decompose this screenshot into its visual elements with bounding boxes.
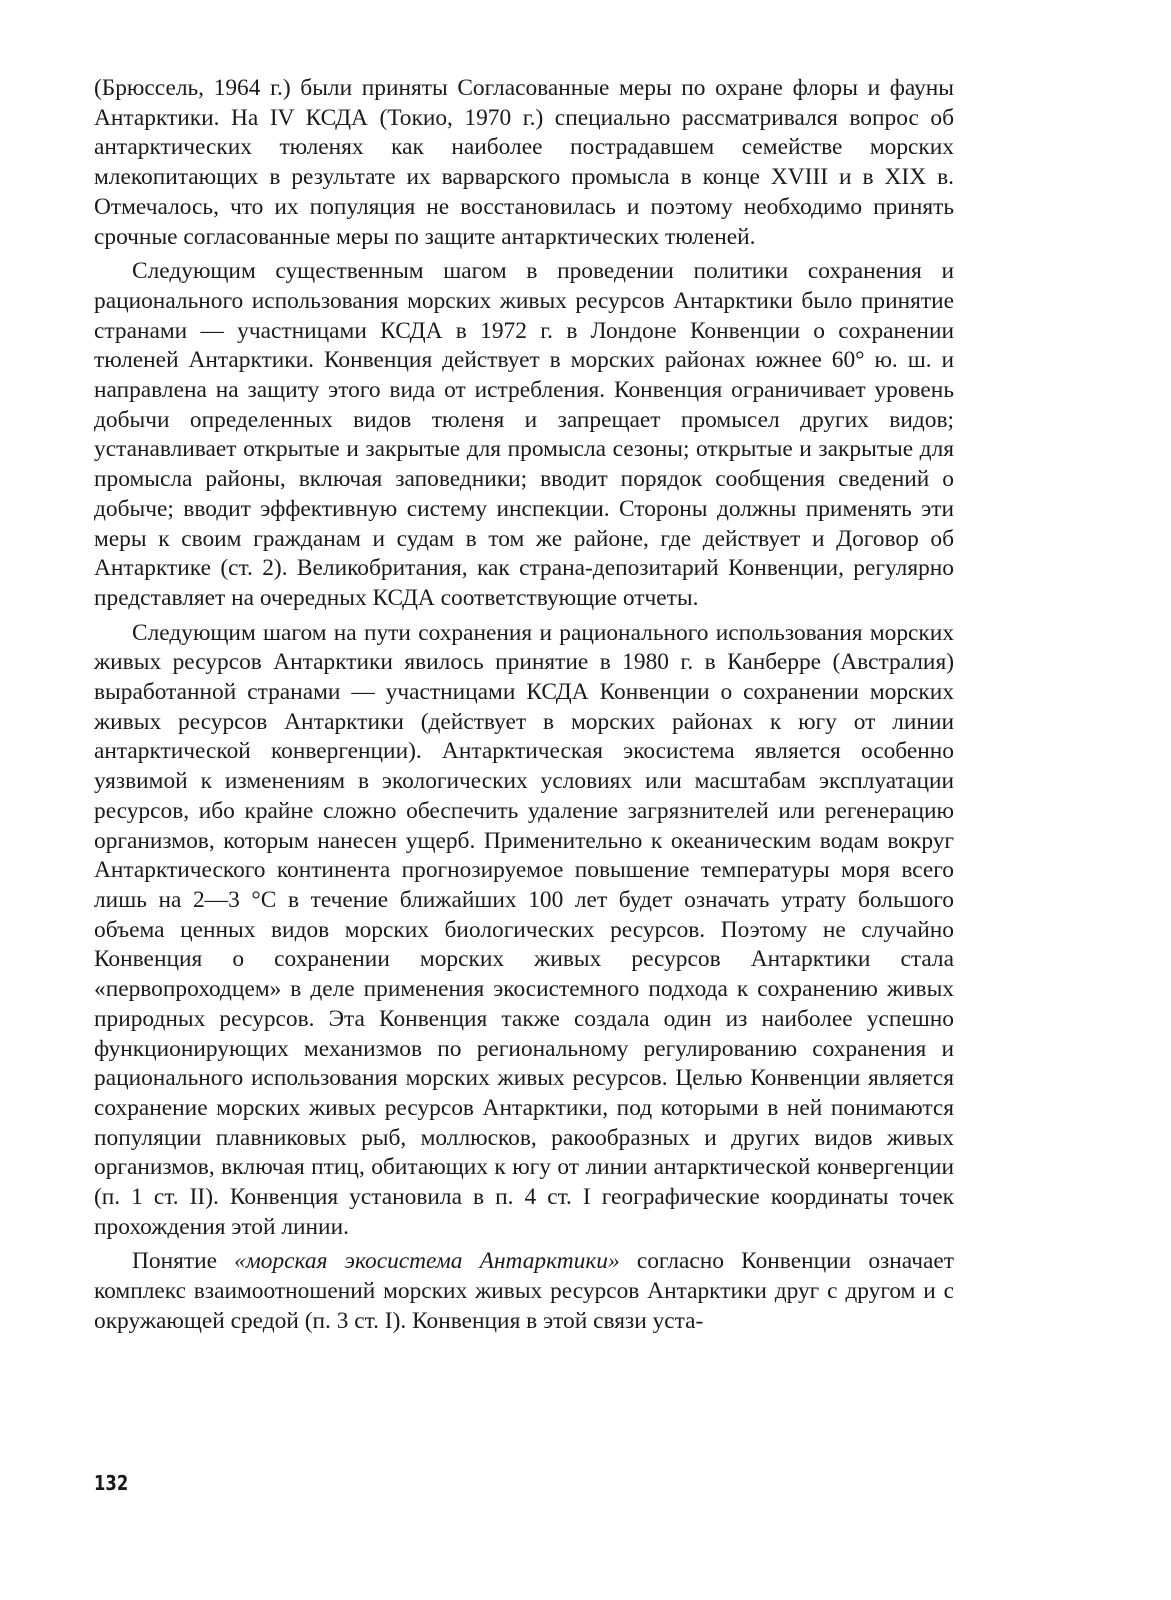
page-number: 132 xyxy=(94,1471,129,1495)
paragraph-3 xyxy=(94,619,954,1243)
document-page xyxy=(94,74,954,1337)
paragraph-4-text-start: Понятие xyxy=(132,1248,235,1275)
paragraph-3-text: Следующим шагом на пути сохранения и рационального использования морских живых ресурсов Антарктики явилось принятие в 1980 г. в Канберре (Австралия) выработанной странами — участницами КСДА Конвенции о сохранении морских живых ресурсов Антарктики (действует в морских районах к югу от линии антарктической конвергенции). Антарктическая экосистема является особенно уязвимой к изменениям в экологических условиях или масштабам эксплуатации ресурсов, ибо крайне сложно обеспечить удаление загрязнителей или регенерацию организмов, которым нанесен ущерб. Применительно к океаническим водам вокруг Антарктического континента прогнозируемое повышение температуры моря всего лишь на 2—3 °С в течение ближайших 100 лет будет означать утрату большого объема ценных видов морских биологических ресурсов. Поэтому не случайно Конвенция о сохранении морских живых ресурсов Антарктики стала «первопроходцем» в деле применения экосистемного подхода к сохранению живых природных ресурсов. Эта Конвенция также создала один из наиболее успешно функционирующих механизмов по региональному регулированию сохранения и рационального использования морских живых ресурсов. Целью Конвенции является сохранение морских живых ресурсов Антарктики, под которыми в ней понимаются популяции плавниковых рыб, моллюсков, ракообразных и других видов живых организмов, включая птиц, обитающих к югу от линии антарктической конвергенции (п. 1 ст. II). Конвенция установила в п. 4 ст. I географические координаты точек прохождения этой линии. xyxy=(94,619,954,1240)
paragraph-1 xyxy=(94,74,954,252)
paragraph-1-text: (Брюссель, 1964 г.) были приняты Согласованные меры по охране флоры и фауны Антарктики. На IV КСДА (Токио, 1970 г.) специально рассматривался вопрос об антарктических тюленях как наиболее пострадавшем семействе морских млекопитающих в результате их варварского промысла в конце XVIII и в XIX в. Отмечалось, что их популяция не восстановилась и поэтому необходимо принять срочные согласованные меры по защите антарктических тюленей. xyxy=(94,75,954,250)
paragraph-2 xyxy=(94,257,954,613)
paragraph-4 xyxy=(94,1247,954,1336)
paragraph-4-italic-term: «морская экосистема Антарктики» xyxy=(234,1248,620,1275)
paragraph-4-text-end: согласно Конвенции означает комплекс взаимоотношений морских живых ресурсов Антарктики друг с другом и с окружающей средой (п. 3 ст. I). Конвенция в этой связи уста- xyxy=(94,1248,954,1334)
paragraph-2-text: Следующим существенным шагом в проведении политики сохранения и рационального использования морских живых ресурсов Антарктики было принятие странами — участницами КСДА в 1972 г. в Лондоне Конвенции о сохранении тюленей Антарктики. Конвенция действует в морских районах южнее 60° ю. ш. и направлена на защиту этого вида от истребления. Конвенция ограничивает уровень добычи определенных видов тюленя и запрещает промысел других видов; устанавливает открытые и закрытые для промысла сезоны; открытые и закрытые для промысла районы, включая заповедники; вводит порядок сообщения сведений о добыче; вводит эффективную систему инспекции. Стороны должны применять эти меры к своим гражданам и судам в том же районе, где действует и Договор об Антарктике (ст. 2). Великобритания, как страна-депозитарий Конвенции, регулярно представляет на очередных КСДА соответствующие отчеты. xyxy=(94,258,954,611)
